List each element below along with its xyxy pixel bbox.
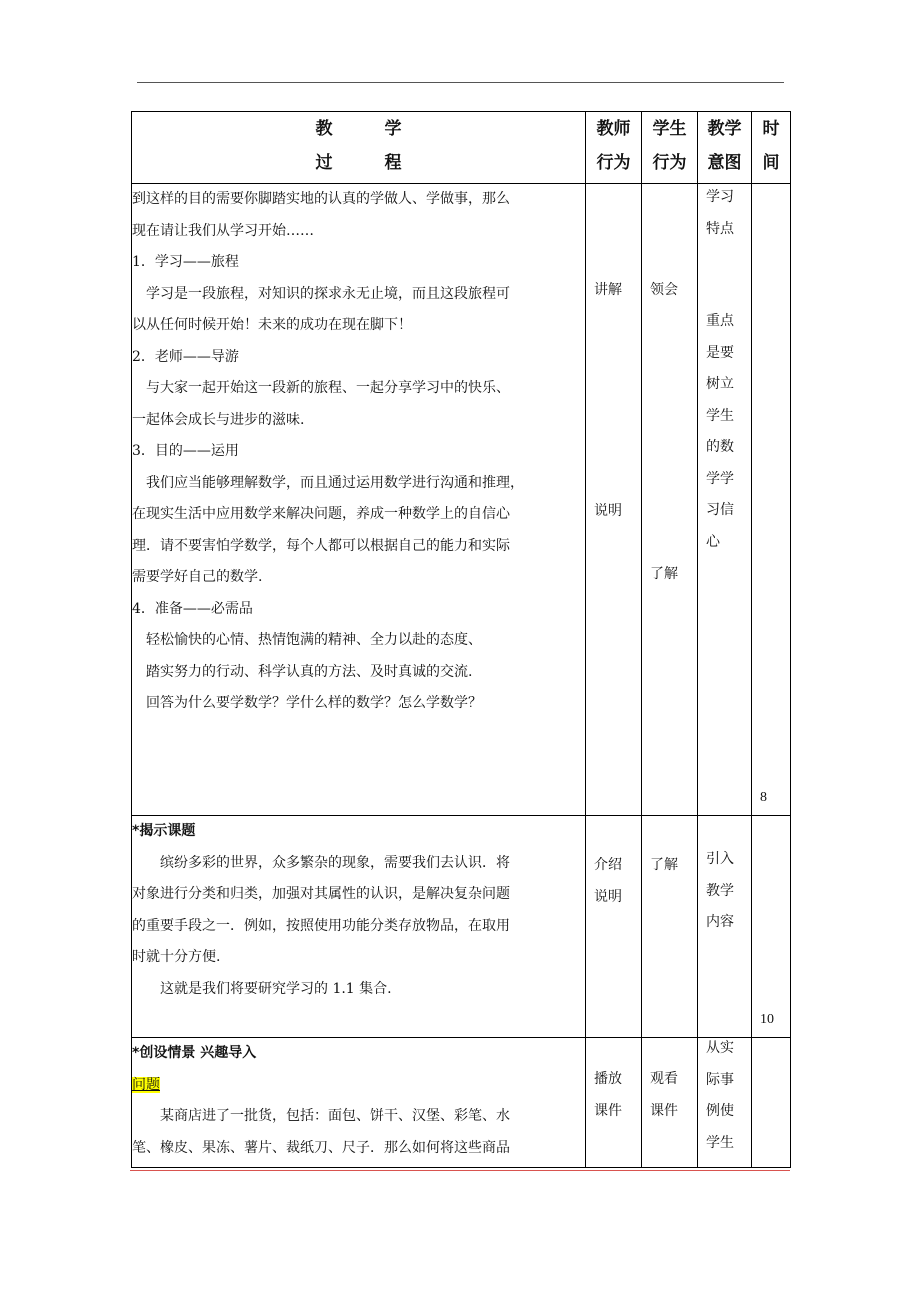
time-cell: 10	[752, 816, 791, 1038]
section-title-reveal-topic: *揭示课题	[132, 823, 196, 839]
teacher-behavior-cell: 介绍 说明	[586, 816, 642, 1038]
teacher-behavior-cell: 播放 课件	[586, 1038, 642, 1168]
page-break-rule	[130, 1170, 790, 1171]
table-row	[132, 1038, 791, 1168]
teacher-behavior-cell: 讲解 说明	[586, 184, 642, 816]
table-header-row	[132, 112, 791, 184]
process-cell-scenario: *创设情景 兴趣导入 问题 某商店进了一批货，包括：面包、饼干、汉堡、彩笔、水 笔、橡皮、果冻、薯片、裁纸刀、尺子．那么如何将这些商品	[132, 1038, 586, 1168]
question-label: 问题	[132, 1076, 160, 1093]
header-teacher-behavior: 教师 行为	[586, 112, 642, 184]
teaching-intent-cell: 引入 教学 内容	[698, 816, 752, 1038]
teaching-intent-cell: 从实 际事 例使 学生	[698, 1038, 752, 1168]
time-cell: 8	[752, 184, 791, 816]
student-behavior-cell: 领会 了解	[642, 184, 698, 816]
lesson-plan-table	[131, 111, 791, 1168]
table-row	[132, 816, 791, 1038]
header-time: 时 间	[752, 112, 791, 184]
process-cell-topic: *揭示课题 缤纷多彩的世界，众多繁杂的现象，需要我们去认识．将 对象进行分类和归类，加强对其属性的认识，是解决复杂问题 的重要手段之一．例如，按照使用功能分类存放物品，在取用 时就十分方便. 这就是我们将要研究学习的 1.1 集合.	[132, 816, 586, 1038]
student-behavior-cell: 观看 课件	[642, 1038, 698, 1168]
process-cell-intro: 到这样的目的需要你脚踏实地的认真的学做人、学做事，那么 现在请让我们从学习开始…… 1．学习——旅程 学习是一段旅程，对知识的探求永无止境，而且这段旅程可 以从任何时候开始！未来的成功在现在脚下！ 2．老师——导游 与大家一起开始这一段新的旅程、一起分享学习中的快乐、 一起体会成长与进步的滋味. 3．目的——运用 我们应当能够理解数学，而且通过运用数学进行沟通和推理， 在现实生活中应用数学来解决问题，养成一种数学上的自信心 理．请不要害怕学数学，每个人都可以根据自己的能力和实际 需要学好自己的数学. 4．准备——必需品 轻松愉快的心情、热情饱满的精神、全力以赴的态度、 踏实努力的行动、科学认真的方法、及时真诚的交流. 回答为什么要学数学？学什么样的数学？怎么学数学？	[132, 184, 586, 816]
table-row	[132, 184, 791, 816]
header-teaching-intent: 教学 意图	[698, 112, 752, 184]
section-title-scenario: *创设情景 兴趣导入	[132, 1045, 257, 1061]
header-student-behavior: 学生 行为	[642, 112, 698, 184]
header-teaching-process: 教 学 过 程	[132, 112, 586, 184]
page-header-rule	[137, 82, 784, 83]
teaching-intent-cell: 学习 特点 重点 是要 树立 学生 的数 学学 习信 心	[698, 184, 752, 816]
time-cell	[752, 1038, 791, 1168]
student-behavior-cell: 了解	[642, 816, 698, 1038]
